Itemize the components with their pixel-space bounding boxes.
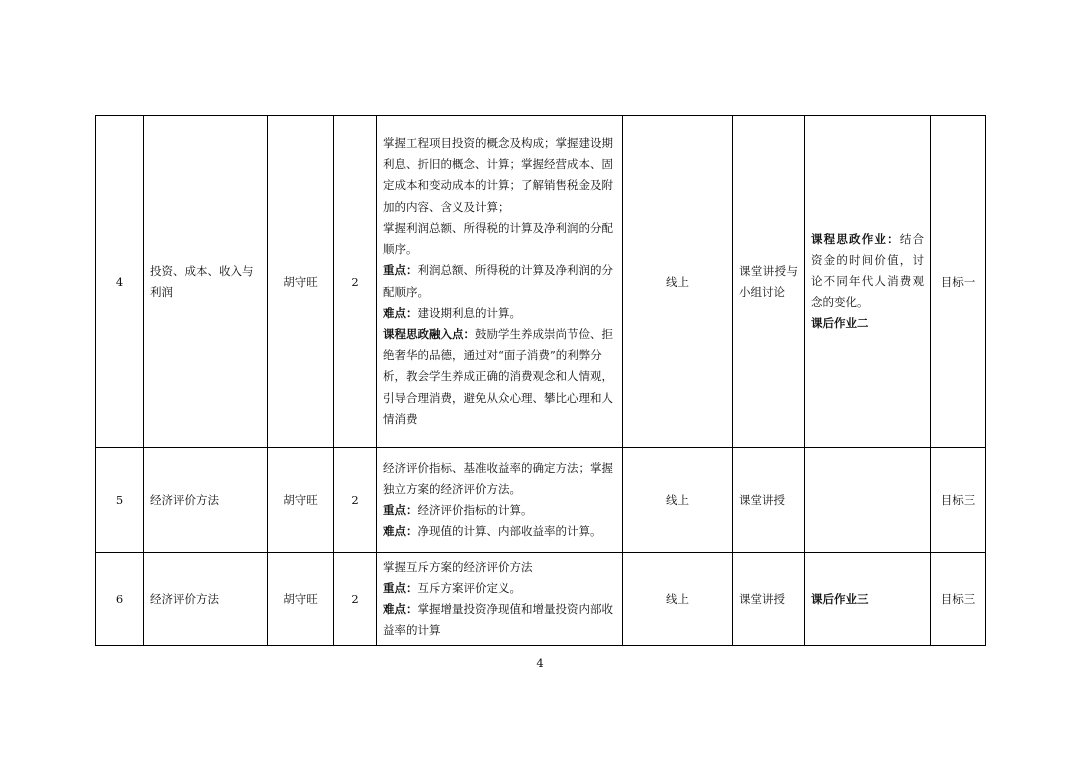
after-class-homework: 课后作业二 xyxy=(811,316,869,330)
key-point xyxy=(383,500,616,521)
homework-cell xyxy=(805,448,931,553)
key-label: 重点： xyxy=(383,580,418,595)
homework-cell xyxy=(805,116,931,448)
difficulty-label: 难点： xyxy=(383,524,418,539)
mode-cell: 线上 xyxy=(623,116,733,448)
goal-cell: 目标三 xyxy=(931,553,986,646)
method-cell: 课堂讲授与小组讨论 xyxy=(733,116,805,448)
table-row xyxy=(96,553,986,646)
content-cell xyxy=(377,553,623,646)
content-paragraph: 经济评价指标、基准收益率的确定方法；掌握独立方案的经济评价方法。 xyxy=(383,460,613,496)
homework-cell xyxy=(805,553,931,646)
ideology-text: 鼓励学生养成崇尚节俭、拒绝奢华的品德，通过对“面子消费”的利弊分析，教会学生养成正确的消费观念和人情观，引导合理消费，避免从众心理、攀比心理和人情消费 xyxy=(383,326,613,426)
topic-cell: 经济评价方法 xyxy=(144,448,268,553)
syllabus-table xyxy=(95,115,986,646)
difficulty-point xyxy=(383,521,616,542)
session-number: 5 xyxy=(96,448,144,553)
mode-cell: 线上 xyxy=(623,553,733,646)
key-text: 利润总额、所得税的计算及净利润的分配顺序。 xyxy=(383,263,613,299)
difficulty-text: 净现值的计算、内部收益率的计算。 xyxy=(417,524,602,539)
method-cell: 课堂讲授 xyxy=(733,553,805,646)
content-cell xyxy=(377,448,623,553)
session-number: 4 xyxy=(96,116,144,448)
difficulty-text: 掌握增量投资净现值和增量投资内部收益率的计算 xyxy=(383,602,613,638)
key-text: 经济评价指标的计算。 xyxy=(417,503,533,517)
method-cell: 课堂讲授 xyxy=(733,448,805,553)
goal-cell: 目标三 xyxy=(931,448,986,553)
ideology-point xyxy=(383,324,616,430)
table-row xyxy=(96,448,986,553)
session-number: 6 xyxy=(96,553,144,646)
key-label: 重点： xyxy=(383,263,418,278)
topic-cell: 投资、成本、收入与利润 xyxy=(144,116,268,448)
ideology-homework-label: 课程思政作业： xyxy=(811,232,900,246)
ideology-homework xyxy=(811,229,924,313)
key-point xyxy=(383,260,616,302)
hours-cell: 2 xyxy=(334,553,377,646)
hours-cell: 2 xyxy=(334,116,377,448)
difficulty-label: 难点： xyxy=(383,305,418,320)
hours-cell: 2 xyxy=(334,448,377,553)
mode-cell: 线上 xyxy=(623,448,733,553)
difficulty-label: 难点： xyxy=(383,602,418,616)
key-label: 重点： xyxy=(383,503,418,517)
content-paragraph: 掌握工程项目投资的概念及构成；掌握建设期利息、折旧的概念、计算；掌握经营成本、固定成本和变动成本的计算；了解销售税金及附加的内容、含义及计算； xyxy=(383,136,613,214)
content-paragraph: 掌握利润总额、所得税的计算及净利润的分配顺序。 xyxy=(383,220,613,257)
key-point xyxy=(383,578,616,599)
difficulty-point xyxy=(383,599,616,641)
table-row xyxy=(96,116,986,448)
goal-cell: 目标一 xyxy=(931,116,986,448)
content-cell xyxy=(377,116,623,448)
ideology-label: 课程思政融入点： xyxy=(383,326,475,341)
content-paragraph: 掌握互斥方案的经济评价方法 xyxy=(383,559,533,574)
page-number: 4 xyxy=(536,656,544,670)
teacher-cell: 胡守旺 xyxy=(268,553,334,646)
ideology-homework-text: 结合资金的时间价值，讨论不同年代人消费观念的变化。 xyxy=(811,232,924,309)
after-class-homework: 课后作业三 xyxy=(811,592,869,606)
difficulty-text: 建设期利息的计算。 xyxy=(417,305,521,320)
teacher-cell: 胡守旺 xyxy=(268,116,334,448)
teacher-cell: 胡守旺 xyxy=(268,448,334,553)
topic-cell: 经济评价方法 xyxy=(144,553,268,646)
key-text: 互斥方案评价定义。 xyxy=(417,580,521,595)
difficulty-point xyxy=(383,303,616,324)
